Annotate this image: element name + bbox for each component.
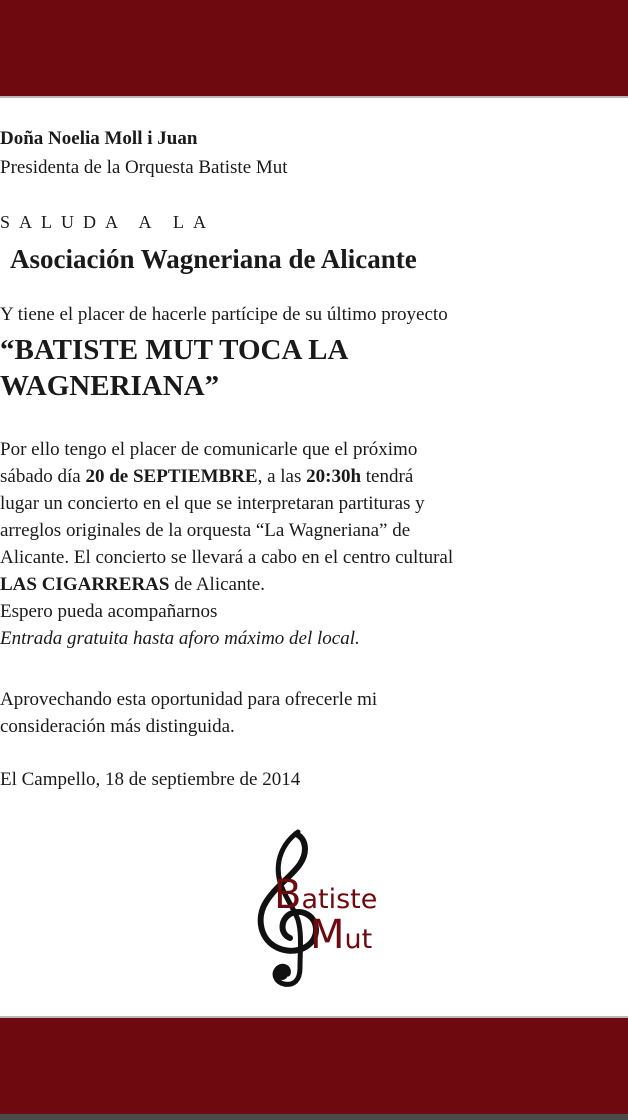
body-line-1: Por ello tengo el placer de comunicarle que el próximo (0, 439, 418, 460)
sender-name: Doña Noelia Moll i Juan (0, 128, 198, 149)
intro-text: Y tiene el placer de hacerle partícipe de su último proyecto (0, 304, 448, 325)
body-line-2-b: , a las (257, 466, 307, 487)
free-entry-note (0, 625, 624, 652)
batiste-mut-logo (240, 828, 400, 998)
letter-body (0, 436, 624, 652)
concert-time: 20:30h (306, 466, 362, 487)
body-line-6 (0, 571, 624, 598)
body-line-2-c: tendrá (361, 466, 414, 487)
greeting: SALUDA A LA (0, 212, 216, 232)
closing (0, 686, 616, 740)
free-entry-text: Entrada gratuita hasta aforo máximo del local. (0, 628, 360, 649)
bottom-band (0, 1016, 628, 1116)
body-line-7: Espero pueda acompañarnos (0, 601, 218, 622)
project-title (0, 332, 628, 404)
body-line-5: Alicante. El concierto se llevará a cabo en el centro cultural (0, 547, 454, 568)
bottom-edge (0, 1114, 628, 1120)
logo-word-ut: ut (344, 924, 373, 955)
sender-role: Presidenta de la Orquesta Batiste Mut (0, 157, 288, 178)
place-date: El Campello, 18 de septiembre de 2014 (0, 769, 301, 790)
top-band (0, 0, 628, 98)
body-line-6-rest: de Alicante. (169, 574, 265, 595)
project-title-line1: “BATISTE MUT TOCA LA (0, 334, 349, 366)
recipient: Asociación Wagneriana de Alicante (10, 244, 417, 274)
body-line-2 (0, 463, 624, 490)
body-line-3: lugar un concierto en el que se interpretaran partituras y (0, 493, 425, 514)
closing-line-1: Aprovechando esta oportunidad para ofrecerle mi (0, 689, 378, 710)
logo-initial-b: B (274, 872, 302, 918)
logo-line-2 (310, 912, 372, 958)
closing-line-2: consideración más distinguida. (0, 716, 235, 737)
body-line-4: arreglos originales de la orquesta “La Wagneriana” de (0, 520, 411, 541)
venue-name: LAS CIGARRERAS (0, 574, 170, 595)
logo-initial-m: M (310, 912, 345, 958)
body-line-2-a: sábado día (0, 466, 86, 487)
project-title-line2: WAGNERIANA” (0, 370, 220, 402)
concert-date: 20 de SEPTIEMBRE (85, 466, 258, 487)
logo-word-atiste: atiste (301, 884, 378, 915)
